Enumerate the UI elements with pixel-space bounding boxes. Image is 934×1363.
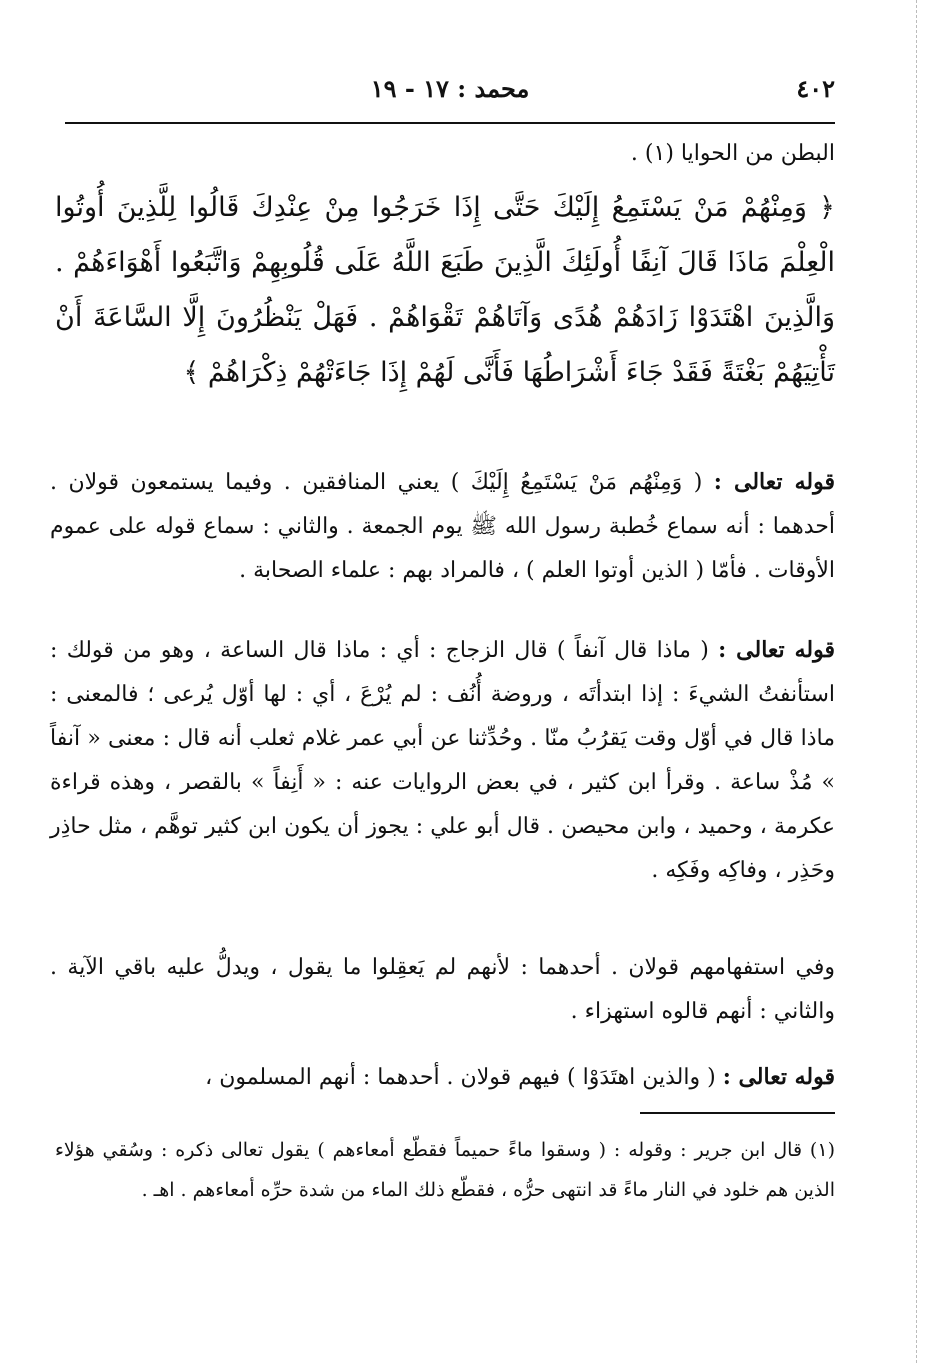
commentary-lead: قوله تعالى : (713, 469, 835, 495)
commentary-block-3 (50, 945, 835, 1034)
quran-passage (55, 180, 835, 400)
footnote-text: (١) قال ابن جرير : وقوله : ( وسقوا ماءً حميماً فقطّع أمعاءهم ) يقول تعالى ذكره : وسُقي هؤلاء الذين هم خلود في النار ماءً قد انتهى حرُّه ، فقطّع ذلك الماء من شدة حرِّه أمعاءهم . اهـ . (55, 1139, 835, 1201)
commentary-lead: قوله تعالى : (722, 1064, 835, 1090)
commentary-block-2 (50, 628, 835, 893)
commentary-body: وفي استفهامهم قولان . أحدهما : لأنهم لم يَعقِلوا ما يقول ، ويدلُّ عليه باقي الآية . والثاني : أنهم قالوه استهزاء . (50, 955, 835, 1024)
header-divider (65, 122, 835, 124)
commentary-body: ( والذين اهتَدَوْا ) فيهم قولان . أحدهما : أنهم المسلمون ، (205, 1065, 723, 1090)
commentary-paragraph (50, 1055, 835, 1100)
footnote-divider (640, 1112, 835, 1114)
commentary-paragraph (50, 460, 835, 593)
commentary-body: ( ماذا قال آنفاً ) قال الزجاج : أي : ماذا قال الساعة ، وهو من قولك : استأنفتُ الشيءَ : إذا ابتدأتَه ، وروضة أُنُف : لم يُرْعَ ، أي : لها أوّل يُرعى ؛ فالمعنى : ماذا قال في أوّل وقت يَقرُبُ منّا . وحُدِّثنا عن أبي عمر غلام ثعلب أنه قال : معنى « آنفاً » مُذْ ساعة . وقرأ ابن كثير ، في بعض الروايات عنه : « أَنِفاً » بالقصر ، وهذه قراءة عكرمة ، وحميد ، وابن محيصن . قال أبو علي : يجوز أن يكون ابن كثير توهَّم ، مثل حاذِر وحَذِر ، وفاكِه وفَكِه . (50, 638, 835, 883)
commentary-block-4 (50, 1055, 835, 1100)
opening-line (50, 132, 835, 176)
running-title: محمد : ١٧ - ١٩ (370, 74, 530, 103)
scan-edge-line (916, 0, 917, 1363)
page-header (65, 74, 835, 108)
commentary-lead: قوله تعالى : (718, 637, 835, 663)
commentary-paragraph (50, 628, 835, 893)
footnote (55, 1130, 835, 1210)
opening-line-text: البطن من الحوايا (١) . (630, 141, 835, 166)
commentary-block-1 (50, 460, 835, 593)
page-number: ٤٠٢ (796, 74, 835, 103)
commentary-paragraph (50, 945, 835, 1034)
commentary-body: ( وَمِنْهُم مَنْ يَسْتَمِعُ إِلَيْكَ ) يعني المنافقين . وفيما يستمعون قولان . أحدهما : أنه سماع خُطبة رسول الله ﷺ يوم الجمعة . والثاني : سماع قوله على عموم الأوقات . فأمّا ( الذين أوتوا العلم ) ، فالمراد بهم : علماء الصحابة . (50, 470, 835, 583)
quran-verse-text: ﴿ وَمِنْهُمْ مَنْ يَسْتَمِعُ إِلَيْكَ حَتَّى إِذَا خَرَجُوا مِنْ عِنْدِكَ قَالُوا لِلَّذِينَ أُوتُوا الْعِلْمَ مَاذَا قَالَ آنِفًا أُولَئِكَ الَّذِينَ طَبَعَ اللَّهُ عَلَى قُلُوبِهِمْ وَاتَّبَعُوا أَهْوَاءَهُمْ . وَالَّذِينَ اهْتَدَوْا زَادَهُمْ هُدًى وَآتَاهُمْ تَقْوَاهُمْ . فَهَلْ يَنْظُرُونَ إِلَّا السَّاعَةَ أَنْ تَأْتِيَهُمْ بَغْتَةً فَقَدْ جَاءَ أَشْرَاطُهَا فَأَنَّى لَهُمْ إِذَا جَاءَتْهُمْ ذِكْرَاهُمْ ﴾ (55, 192, 835, 388)
